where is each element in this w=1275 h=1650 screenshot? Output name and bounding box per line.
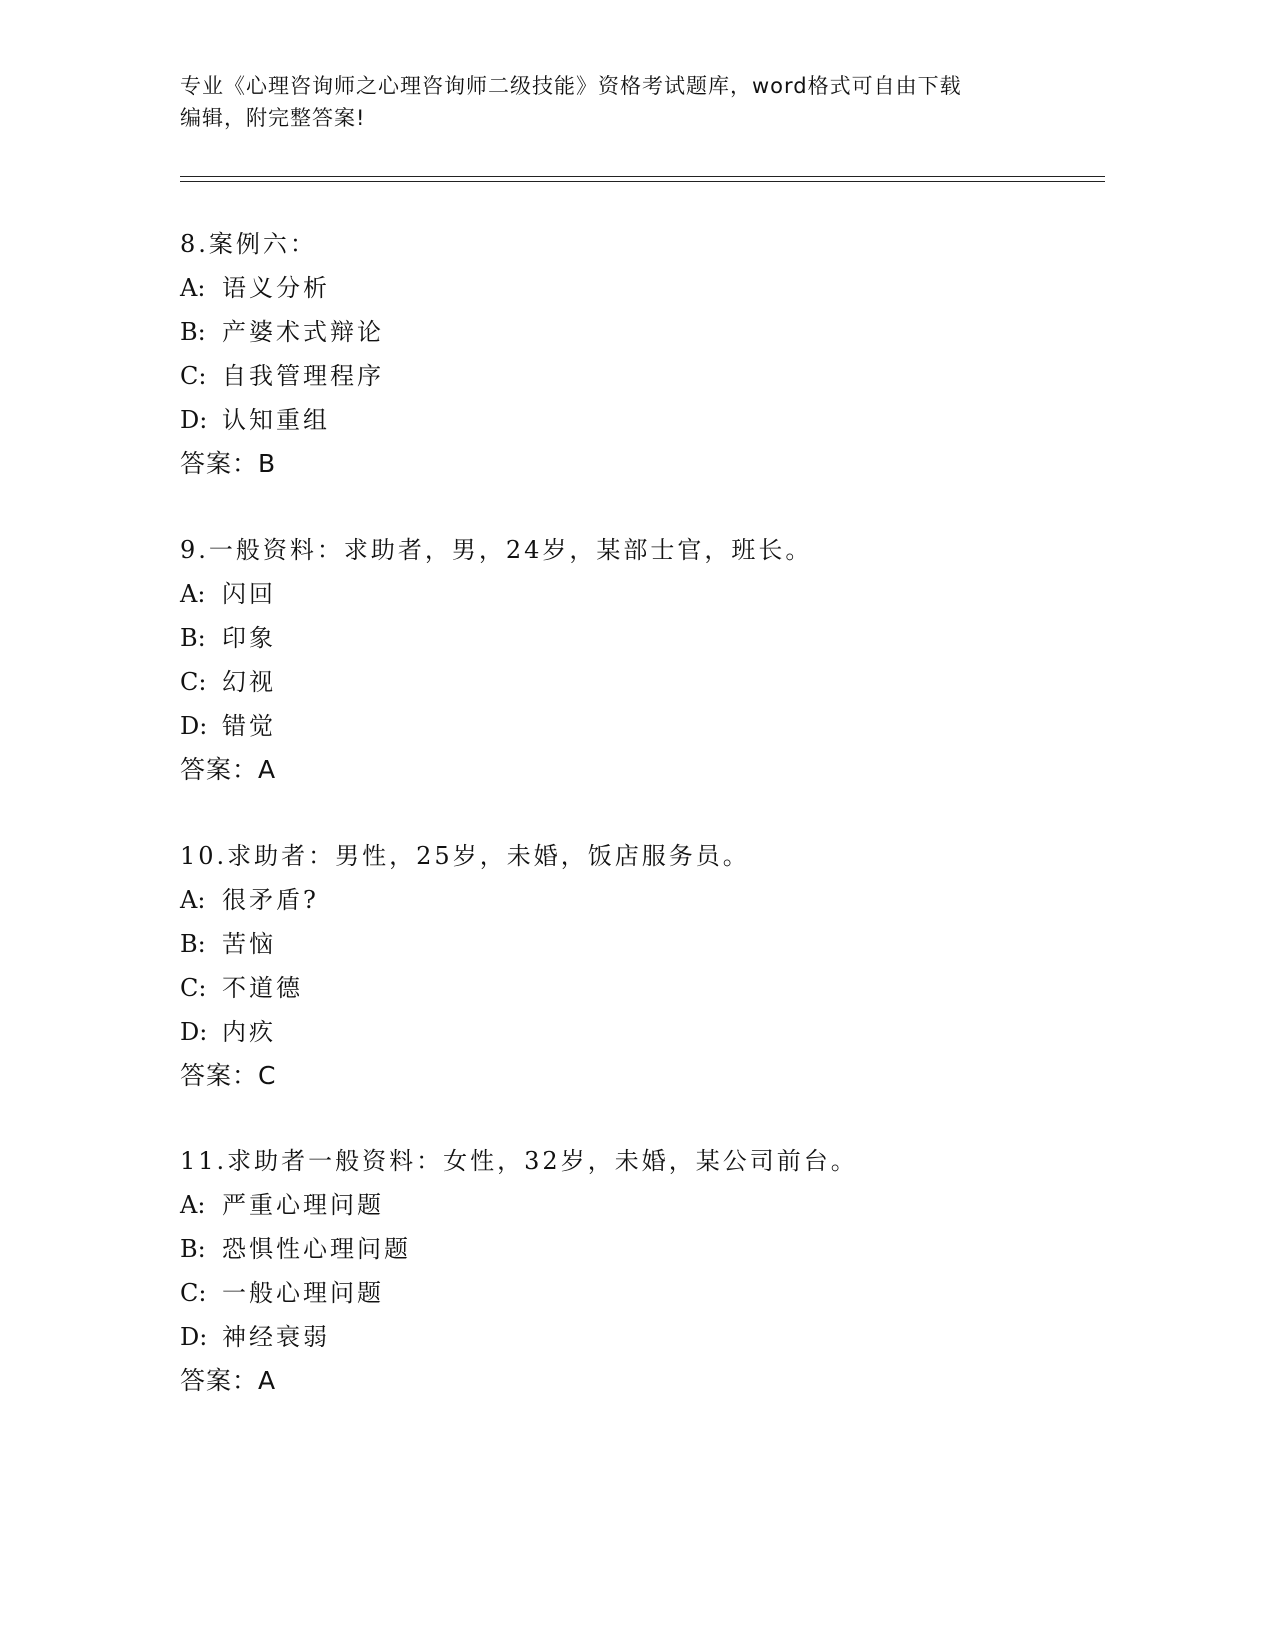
answer: 答案：B [180, 449, 277, 478]
option-label: C: [180, 362, 207, 390]
option-label: A: [180, 274, 206, 302]
option-c [180, 966, 1080, 1010]
option-label: D: [180, 406, 208, 434]
header-line-2: 编辑，附完整答案! [180, 106, 366, 130]
answer: 答案：A [180, 755, 277, 784]
option-text: 自我管理程序 [222, 362, 384, 390]
option-label: A: [180, 886, 206, 914]
option-text: 认知重组 [222, 406, 330, 434]
option-a [180, 878, 1080, 922]
option-label: D: [180, 712, 208, 740]
header-divider-top [180, 176, 1105, 177]
option-text: 神经衰弱 [222, 1323, 330, 1351]
option-text: 产婆术式辩论 [222, 318, 384, 346]
option-d [180, 398, 1080, 442]
option-label: D: [180, 1323, 208, 1351]
option-label: D: [180, 1018, 208, 1046]
document-header [180, 70, 1060, 134]
option-text: 语义分析 [222, 274, 330, 302]
question-stem: 11.求助者一般资料：女性，32岁，未婚，某公司前台。 [180, 1147, 858, 1175]
option-text: 恐惧性心理问题 [222, 1235, 411, 1263]
option-a [180, 1183, 1080, 1227]
option-label: A: [180, 580, 206, 608]
option-text: 严重心理问题 [222, 1191, 384, 1219]
option-text: 不道德 [222, 974, 303, 1002]
option-text: 闪回 [222, 580, 276, 608]
option-b [180, 922, 1080, 966]
option-b [180, 616, 1080, 660]
question-11 [180, 1139, 1080, 1403]
answer: 答案：C [180, 1061, 277, 1090]
option-label: B: [180, 624, 206, 652]
option-text: 幻视 [222, 668, 276, 696]
question-stem: 8.案例六： [180, 230, 317, 258]
header-divider-bottom [180, 181, 1105, 182]
option-d [180, 704, 1080, 748]
option-label: B: [180, 930, 206, 958]
question-8 [180, 222, 1080, 486]
option-b [180, 310, 1080, 354]
option-c [180, 1271, 1080, 1315]
option-label: A: [180, 1191, 206, 1219]
option-label: C: [180, 1279, 207, 1307]
option-text: 苦恼 [222, 930, 276, 958]
option-label: B: [180, 1235, 206, 1263]
answer: 答案：A [180, 1366, 277, 1395]
option-c [180, 660, 1080, 704]
option-d [180, 1010, 1080, 1054]
option-text: 错觉 [222, 712, 276, 740]
option-text: 内疚 [222, 1018, 276, 1046]
option-b [180, 1227, 1080, 1271]
option-label: C: [180, 974, 207, 1002]
option-a [180, 266, 1080, 310]
option-label: B: [180, 318, 206, 346]
option-label: C: [180, 668, 207, 696]
option-a [180, 572, 1080, 616]
question-10 [180, 834, 1080, 1098]
option-text: 印象 [222, 624, 276, 652]
option-c [180, 354, 1080, 398]
header-line-1: 专业《心理咨询师之心理咨询师二级技能》资格考试题库，word格式可自由下载 [180, 74, 962, 98]
option-text: 很矛盾? [222, 886, 319, 914]
option-d [180, 1315, 1080, 1359]
question-9 [180, 528, 1080, 792]
option-text: 一般心理问题 [222, 1279, 384, 1307]
question-stem: 10.求助者：男性，25岁，未婚，饭店服务员。 [180, 842, 750, 870]
question-stem: 9.一般资料：求助者，男，24岁，某部士官，班长。 [180, 536, 813, 564]
